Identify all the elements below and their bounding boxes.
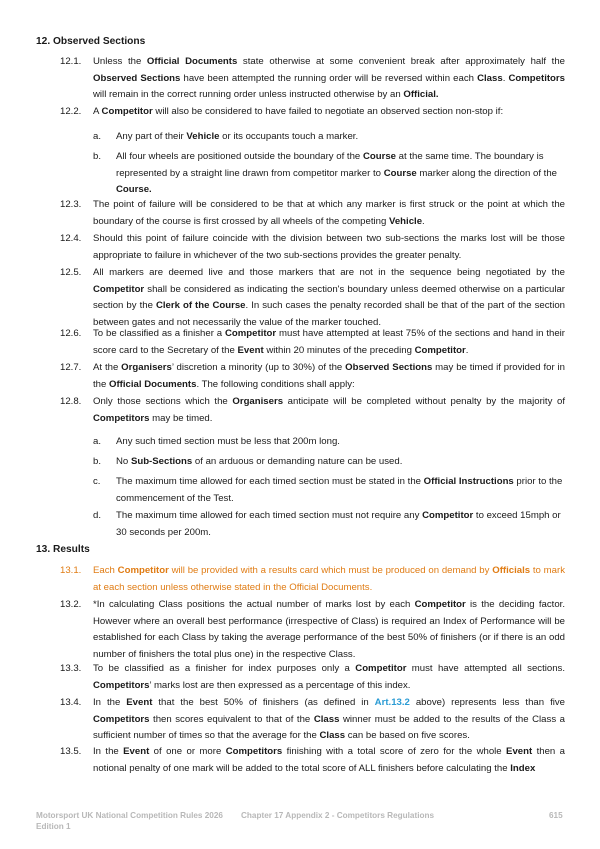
clause-text: To be classified as a finisher for index purposes only a Competitor must have attempted all sections. Competitors’ marks lost are then expressed as a percentage of this index. <box>93 663 566 691</box>
clause-text: Unless the Official Documents state otherwise at some convenient break after approximately half the Observed Sections have been attempted the running order will be reversed within each Class. Competitors will remain in the correct running order unless instructed otherwise by an Official. <box>93 56 565 101</box>
clause-text: In the Event of one or more Competitors finishing with a total score of zero for the whole Event then a notional penalty of one mark will be added to the total score of ALL finishers before calculating the Index <box>93 746 565 774</box>
list-marker: a. <box>93 131 102 142</box>
clause-number: 13.3. <box>60 663 82 674</box>
section-heading-results: 13. Results <box>36 544 90 555</box>
clause-text: The point of failure will be considered to be that at which any marker is first struck or the point at which the boundary of the course is first crossed by all wheels of the competing Vehicle. <box>93 199 565 227</box>
clause-number: 13.5. <box>60 746 82 757</box>
clause-number: 12.3. <box>60 199 82 210</box>
clause-number: 12.7. <box>60 362 82 373</box>
clause-text: To be classified as a finisher a Competitor must have attempted at least 75% of the sections and hand in their score card to the Secretary of the Event within 20 minutes of the preceding Competitor. <box>93 328 566 356</box>
footer-edition: Edition 1 <box>36 822 71 831</box>
clause-number: 12.6. <box>60 328 82 339</box>
clause-text: A Competitor will also be considered to have failed to negotiate an observed section non-stop if: <box>93 106 504 117</box>
list-marker: b. <box>93 456 102 467</box>
list-text: The maximum time allowed for each timed section must not require any Competitor to exceed 15mph or 30 seconds per 200m. <box>116 510 561 538</box>
list-text: No Sub-Sections of an arduous or demanding nature can be used. <box>116 456 403 467</box>
list-marker: d. <box>93 510 102 521</box>
clause-number: 13.4. <box>60 697 82 708</box>
clause-number: 12.2. <box>60 106 82 117</box>
article-13-2-link[interactable]: Art.13.2 <box>374 697 410 708</box>
clause-text: Each Competitor will be provided with a results card which must be produced on demand by Officials to mark at each section unless otherwise stated in the Official Documents. <box>93 565 565 593</box>
footer-publication <box>36 810 223 832</box>
footer-chapter: Chapter 17 Appendix 2 - Competitors Regulations <box>241 811 435 820</box>
clause-number: 12.8. <box>60 396 82 407</box>
clause-text: All markers are deemed live and those markers that are not in the sequence being negotiated by the Competitor shall be considered as indicating the section's boundary unless deemed otherwise on a particular section by the Clerk of the Course. In such cases the penalty recorded shall be that of the part of the section between gates and not necessarily the value of the marker touched. <box>93 267 565 328</box>
clause-text: At the Organisers’ discretion a minority (up to 30%) of the Observed Sections may be timed if provided for in the Official Documents. The following conditions shall apply: <box>93 362 565 390</box>
section-heading-observed-sections: 12. Observed Sections <box>36 36 146 47</box>
clause-number: 13.2. <box>60 599 82 610</box>
clause-number: 12.5. <box>60 267 82 278</box>
clause-number: 12.1. <box>60 56 82 67</box>
clause-text: Only those sections which the Organisers anticipate will be completed without penalty by the majority of Competitors may be timed. <box>93 396 565 424</box>
list-text: Any part of their Vehicle or its occupants touch a marker. <box>116 131 359 142</box>
clause-text: Should this point of failure coincide with the division between two sub-sections the marks lost will be those appropriate to failure in whichever of the two sub-sections provides the greater penalty. <box>93 233 565 261</box>
clause-number: 12.4. <box>60 233 82 244</box>
list-text: The maximum time allowed for each timed section must be stated in the Official Instructions prior to the commencement of the Test. <box>116 476 563 504</box>
footer-rules-title: Motorsport UK National Competition Rules 2026 <box>36 811 223 820</box>
clause-number: 13.1. <box>60 565 82 576</box>
list-marker: b. <box>93 151 102 162</box>
list-text: Any such timed section must be less that 200m long. <box>116 436 340 447</box>
list-marker: c. <box>93 476 101 487</box>
list-text: All four wheels are positioned outside the boundary of the Course at the same time. The boundary is represented by a straight line drawn from competitor marker to Course marker along the direction of the Course. <box>116 151 558 196</box>
clause-text: In the Event that the best 50% of finishers (as defined in Art.13.2 above) represents less than five Competitors then scores equivalent to that of the Class winner must be added to the results of the Class a sufficient number of times so that the average for the Class can be based on five scores. <box>93 697 565 742</box>
footer-page-number: 615 <box>549 811 563 820</box>
list-marker: a. <box>93 436 102 447</box>
clause-text: *In calculating Class positions the actual number of marks lost by each Competitor is the deciding factor. However where an overall best performance (irrespective of Class) is required an Index of Performance will be established for each Class by taking the average performance of the best 50% of finishers (or if there is an odd number of finishers the total plus one) in the respective Class. <box>93 599 565 660</box>
